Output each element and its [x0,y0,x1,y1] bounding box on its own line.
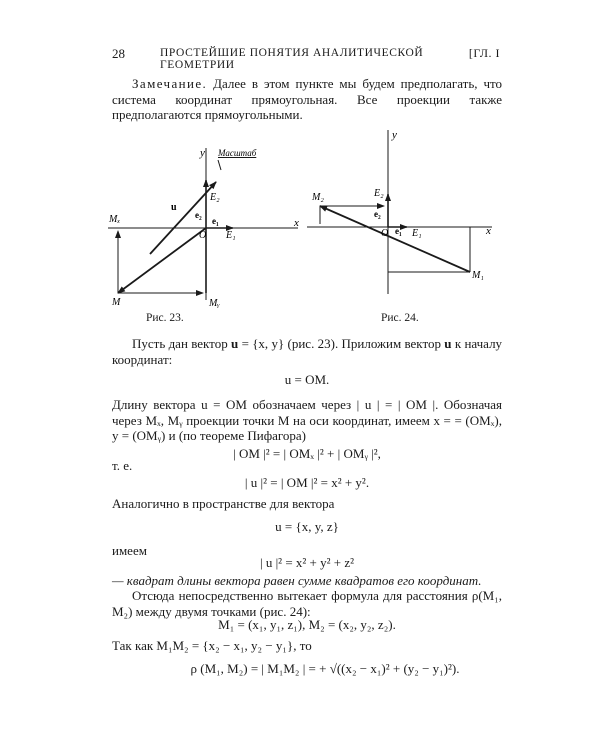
te-label: т. е. [112,458,133,473]
x-axis-label: x [486,225,491,237]
chapter-marker: [ГЛ. I [468,46,500,60]
origin-label: O [381,228,389,239]
paragraph-since: Так как M₁M₂ = {x₂ − x₁, y₂ − y₁}, то [112,638,312,653]
scale-label: Масштаб [218,148,257,158]
E1-label: E₁ [226,230,236,241]
running-title: ПРОСТЕЙШИЕ ПОНЯТИЯ АНАЛИТИЧЕСКОЙ ГЕОМЕТРИИ [160,47,424,71]
paragraph-conclusion: — квадрат длины вектора равен сумме квадратов его координат. [112,573,482,588]
equation-distance: ρ (M₁, M₂) = | M₁M₂ | = + √((x₂ − x₁)² + (y₂ − y₁)²). [190,661,460,676]
M1M2-vector [320,206,470,272]
y-axis-label: y [392,129,397,141]
paragraph-space: Аналогично в пространстве для вектора [112,496,335,511]
e2-label: e₂ [195,210,202,220]
e1-label: e₁ [212,216,219,226]
equation-length-square: | u |² = | OM |² = x² + y². [244,475,370,490]
u-label: u [171,202,177,213]
M-label: M [112,297,121,308]
E1-label: E₁ [412,228,422,239]
vector-u: u [231,336,239,351]
running-header [112,46,500,71]
equation-pythagoras: | OM |² = | OMₓ |² + | OMᵧ |², [233,446,381,461]
paragraph-we-have: имеем [112,543,147,558]
figure-24-caption: Рис. 24. [381,312,419,324]
e2-label: e₂ [374,209,381,219]
equation-u-om: u = OM. [284,372,330,387]
equation-3d-length: | u |² = x² + y² + z² [259,555,355,570]
e1-label: e₁ [395,226,402,236]
remark-text: Далее в этом пункте мы будем предполагать, что система координат прямоугольная. Все проекции также предполагаются прямоугольными. [112,76,502,123]
remark-label: Замечание. [132,76,208,91]
paragraph-distance-intro: Отсюда непосредственно вытекает формула для расстояния ρ(M₁, M₂) между двумя точками (рис. 24): [112,588,502,619]
origin-label: O [199,230,207,241]
M1-label: M₁ [472,270,484,281]
x-axis-label: x [294,217,299,229]
figure-24 [302,124,497,300]
figure-23 [108,140,308,310]
Mx-label: Mₓ [109,214,121,225]
om-vector [118,228,206,293]
page-number: 28 [112,46,125,61]
text-run: к началу координат: [112,336,503,367]
scale-pointer [218,160,221,170]
remark-paragraph [112,76,502,123]
equation-points: M₁ = (x₁, y₁, z₁), M₂ = (x₂, y₂, z₂). [218,617,396,632]
paragraph-vector-intro [112,336,502,367]
y-axis-label: y [200,147,205,159]
M2-label: M₂ [312,192,324,203]
figure-23-caption: Рис. 23. [146,312,184,324]
text-run: Пусть дан вектор [132,336,228,351]
equation-3d-vector: u = {x, y, z} [275,519,339,534]
E2-label: E₂ [210,192,220,203]
My-label: Mᵧ [209,298,220,309]
vector-u: u [444,336,452,351]
E2-label: E₂ [374,188,384,199]
text-run: = {x, y} (рис. 23). Приложим вектор [241,336,441,351]
paragraph-length: Длину вектора u = OM обозначаем через | u | = | OM |. Обозначая через Mₓ, Mᵧ проекции точки M на оси координат, имеем x = = (OMₓ), y = (OMᵧ) и (по теореме Пифагора) [112,397,502,444]
